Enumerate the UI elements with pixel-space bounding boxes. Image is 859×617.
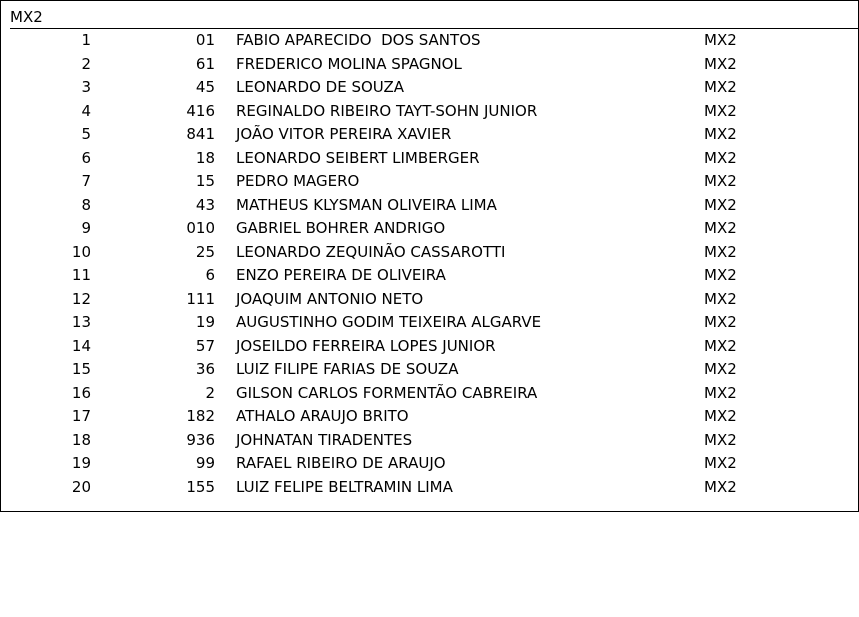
position-cell: 10 bbox=[71, 242, 91, 261]
category-cell: MX2 bbox=[704, 242, 737, 261]
race-number-cell: 2 bbox=[205, 383, 215, 402]
result-row bbox=[1, 76, 858, 100]
result-row bbox=[1, 29, 858, 53]
result-row bbox=[1, 123, 858, 147]
result-row bbox=[1, 194, 858, 218]
result-row bbox=[1, 53, 858, 77]
position-cell: 8 bbox=[81, 195, 91, 214]
result-row bbox=[1, 429, 858, 453]
race-number-cell: 25 bbox=[195, 242, 215, 261]
race-number-cell: 18 bbox=[195, 148, 215, 167]
rider-name-cell: LUIZ FELIPE BELTRAMIN LIMA bbox=[236, 477, 453, 496]
category-cell: MX2 bbox=[704, 31, 737, 49]
result-row bbox=[1, 100, 858, 124]
category-cell: MX2 bbox=[704, 407, 737, 425]
result-row bbox=[1, 288, 858, 312]
race-number-cell: 155 bbox=[186, 477, 215, 496]
category-cell: MX2 bbox=[704, 430, 737, 449]
result-row bbox=[1, 476, 858, 500]
result-row bbox=[1, 382, 858, 406]
rider-name-cell: PEDRO MAGERO bbox=[236, 172, 360, 190]
result-row bbox=[1, 335, 858, 359]
category-cell: MX2 bbox=[704, 148, 737, 167]
race-number-cell: 010 bbox=[186, 219, 215, 237]
result-row bbox=[1, 217, 858, 241]
position-cell: 9 bbox=[81, 219, 91, 237]
result-row bbox=[1, 170, 858, 194]
category-cell: MX2 bbox=[704, 172, 737, 190]
position-cell: 18 bbox=[71, 430, 91, 449]
result-row bbox=[1, 358, 858, 382]
race-number-cell: 936 bbox=[186, 430, 215, 449]
category-title: MX2 bbox=[10, 8, 43, 26]
rider-name-cell: RAFAEL RIBEIRO DE ARAUJO bbox=[236, 454, 446, 472]
race-number-cell: 36 bbox=[195, 360, 215, 378]
category-cell: MX2 bbox=[704, 78, 737, 96]
rider-name-cell: LUIZ FILIPE FARIAS DE SOUZA bbox=[236, 360, 459, 378]
position-cell: 15 bbox=[71, 360, 91, 378]
position-cell: 19 bbox=[71, 454, 91, 472]
position-cell: 20 bbox=[71, 477, 91, 496]
rider-name-cell: MATHEUS KLYSMAN OLIVEIRA LIMA bbox=[236, 195, 497, 214]
position-cell: 3 bbox=[81, 78, 91, 96]
rider-name-cell: REGINALDO RIBEIRO TAYT-SOHN JUNIOR bbox=[236, 101, 538, 120]
result-row bbox=[1, 405, 858, 429]
rider-name-cell: JOAQUIM ANTONIO NETO bbox=[236, 289, 424, 308]
category-cell: MX2 bbox=[704, 454, 737, 472]
category-cell: MX2 bbox=[704, 125, 737, 143]
race-number-cell: 57 bbox=[195, 336, 215, 355]
race-number-cell: 15 bbox=[195, 172, 215, 190]
rider-name-cell: FREDERICO MOLINA SPAGNOL bbox=[236, 54, 462, 73]
race-number-cell: 6 bbox=[205, 266, 215, 284]
rider-name-cell: FABIO APARECIDO DOS SANTOS bbox=[236, 31, 481, 49]
rider-name-cell: JOHNATAN TIRADENTES bbox=[236, 430, 413, 449]
position-cell: 6 bbox=[81, 148, 91, 167]
category-cell: MX2 bbox=[704, 336, 737, 355]
rider-name-cell: LEONARDO DE SOUZA bbox=[236, 78, 405, 96]
race-number-cell: 111 bbox=[186, 289, 215, 308]
rider-name-cell: ATHALO ARAUJO BRITO bbox=[236, 407, 409, 425]
race-number-cell: 99 bbox=[195, 454, 215, 472]
category-cell: MX2 bbox=[704, 54, 737, 73]
category-cell: MX2 bbox=[704, 360, 737, 378]
race-number-cell: 841 bbox=[186, 125, 215, 143]
race-number-cell: 182 bbox=[186, 407, 215, 425]
position-cell: 2 bbox=[81, 54, 91, 73]
category-cell: MX2 bbox=[704, 289, 737, 308]
race-number-cell: 61 bbox=[195, 54, 215, 73]
rider-name-cell: AUGUSTINHO GODIM TEIXEIRA ALGARVE bbox=[236, 313, 542, 331]
race-number-cell: 01 bbox=[195, 31, 215, 49]
rider-name-cell: ENZO PEREIRA DE OLIVEIRA bbox=[236, 266, 446, 284]
race-number-cell: 43 bbox=[195, 195, 215, 214]
race-number-cell: 45 bbox=[195, 78, 215, 96]
position-cell: 4 bbox=[81, 101, 91, 120]
position-cell: 14 bbox=[71, 336, 91, 355]
result-row bbox=[1, 311, 858, 335]
rider-name-cell: GABRIEL BOHRER ANDRIGO bbox=[236, 219, 446, 237]
position-cell: 12 bbox=[71, 289, 91, 308]
position-cell: 1 bbox=[81, 31, 91, 49]
rider-name-cell: GILSON CARLOS FORMENTÃO CABREIRA bbox=[236, 383, 538, 402]
category-cell: MX2 bbox=[704, 219, 737, 237]
rider-name-cell: LEONARDO SEIBERT LIMBERGER bbox=[236, 148, 480, 167]
position-cell: 13 bbox=[71, 313, 91, 331]
result-row bbox=[1, 264, 858, 288]
rider-name-cell: LEONARDO ZEQUINÃO CASSAROTTI bbox=[236, 242, 506, 261]
position-cell: 7 bbox=[81, 172, 91, 190]
category-cell: MX2 bbox=[704, 101, 737, 120]
rider-name-cell: JOÃO VITOR PEREIRA XAVIER bbox=[236, 125, 452, 143]
results-list bbox=[1, 29, 858, 499]
position-cell: 11 bbox=[71, 266, 91, 284]
rider-name-cell: JOSEILDO FERREIRA LOPES JUNIOR bbox=[236, 336, 496, 355]
race-number-cell: 416 bbox=[186, 101, 215, 120]
race-number-cell: 19 bbox=[195, 313, 215, 331]
category-cell: MX2 bbox=[704, 313, 737, 331]
position-cell: 17 bbox=[71, 407, 91, 425]
category-cell: MX2 bbox=[704, 383, 737, 402]
category-cell: MX2 bbox=[704, 195, 737, 214]
category-cell: MX2 bbox=[704, 266, 737, 284]
position-cell: 16 bbox=[71, 383, 91, 402]
result-row bbox=[1, 147, 858, 171]
result-row bbox=[1, 452, 858, 476]
category-cell: MX2 bbox=[704, 477, 737, 496]
position-cell: 5 bbox=[81, 125, 91, 143]
result-row bbox=[1, 241, 858, 265]
